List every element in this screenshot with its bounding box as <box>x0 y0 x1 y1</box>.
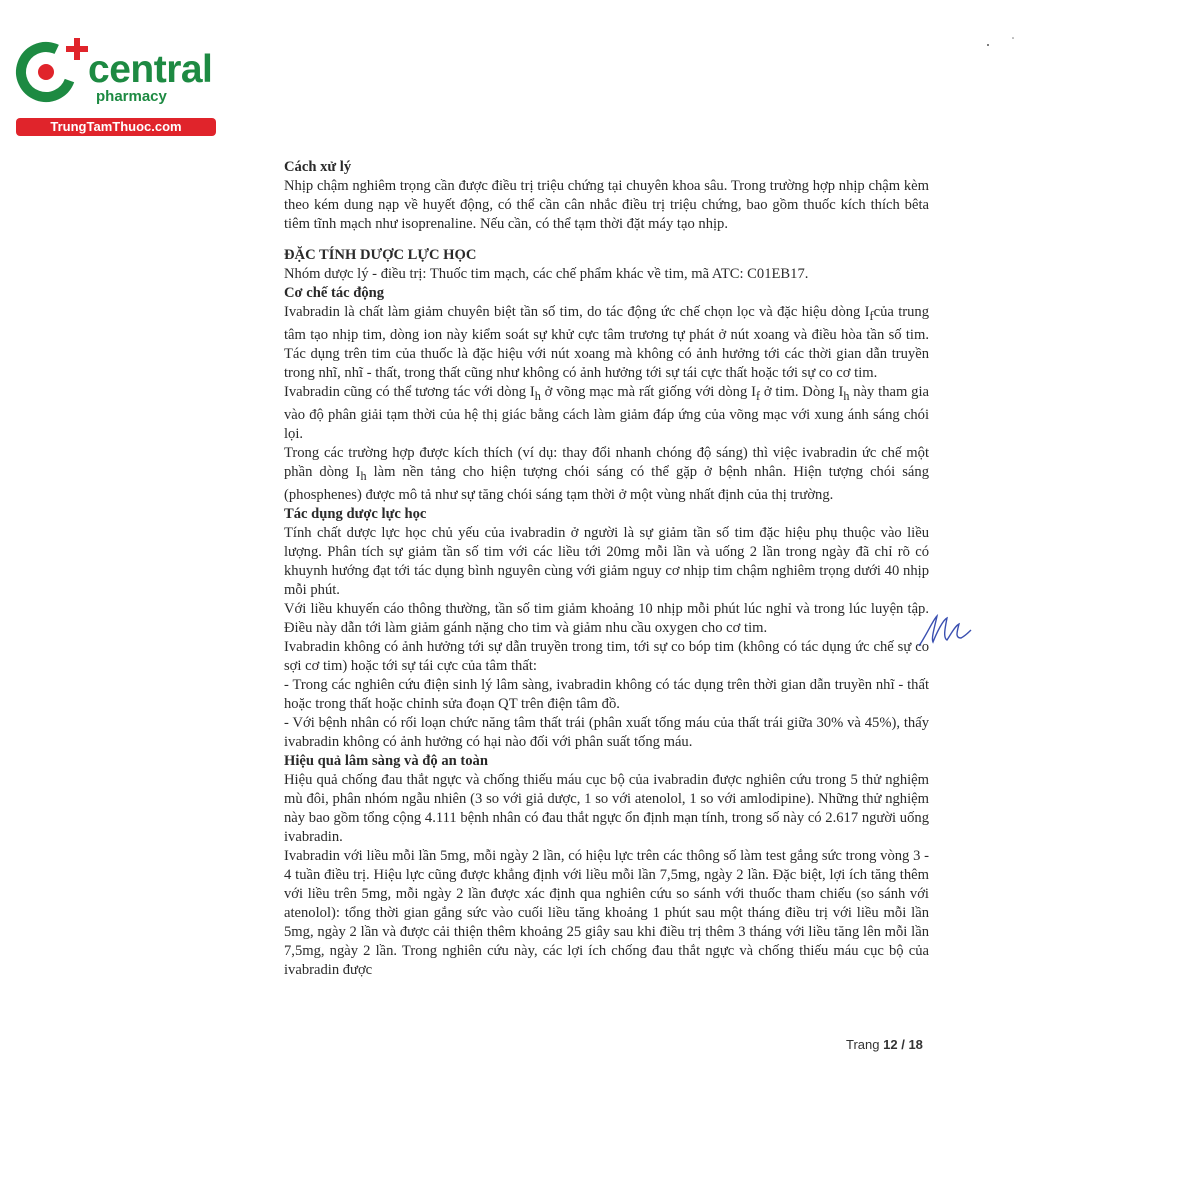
subscript: h <box>360 468 367 483</box>
page-current: 12 <box>883 1037 898 1052</box>
text-run: ở võng mạc mà rất giống với dòng I <box>540 383 756 400</box>
text-run: ở tim. Dòng I <box>760 383 844 400</box>
subscript: f <box>755 388 761 403</box>
subscript: h <box>534 388 541 403</box>
text-run: Ivabradin là chất làm giảm chuyên biệt tần số tim, do tác động ức chế chọn lọc và đặc hiệu dòng I <box>284 304 870 320</box>
signature-mark <box>915 612 975 652</box>
logo-subtitle: pharmacy <box>96 88 167 105</box>
paragraph-nhom-duoc-ly: Nhóm dược lý - điều trị: Thuốc tim mạch, các chế phẩm khác về tim, mã ATC: C01EB17. <box>284 266 809 282</box>
page-label: Trang <box>846 1037 880 1052</box>
paragraph-co-che-2 <box>284 383 929 444</box>
text-run: của trung tâm tạo nhịp tim, dòng ion này kiểm soát sự khử cực tâm trương tự phát ở nút xoang và điều hòa tần số tim. Tác dụng trên tim của thuốc là đặc hiệu với nút xoang mà không có ảnh hưởng tới các thời gian dẫn truyền trong nhĩ, nhĩ - thất, trong thất cũng như không có ảnh hưởng tới sự tái cực thất hoặc tới sự co cơ tim. <box>284 304 929 381</box>
page-separator: / <box>901 1037 905 1052</box>
paragraph-hieu-qua-2: Ivabradin với liều mỗi lần 5mg, mỗi ngày 2 lần, có hiệu lực trên các thông số làm test gắng sức trong vòng 3 - 4 tuần điều trị. Hiệu lực cũng được khẳng định với liều mỗi lần 7,5mg, ngày 2 lần. Đặc biệt, lợi ích tăng thêm với liều trên 5mg, mỗi ngày 2 lần được xác định qua nghiên cứu so sánh với thuốc tham chiếu (so sánh với atenolol): tổng thời gian gắng sức vào cuối liều tăng khoảng 1 phút sau một tháng điều trị với liều mỗi lần 5mg, ngày 2 lần và được cải thiện thêm khoảng 25 giây sau khi điều trị thêm 3 tháng với liều tăng lên mỗi lần 7,5mg, ngày 2 lần. Trong nghiên cứu này, các lợi ích chống đau thắt ngực và chống thiếu máu cục bộ của ivabradin được <box>284 847 929 978</box>
paragraph-xu-ly: Nhịp chậm nghiêm trọng cần được điều trị triệu chứng tại chuyên khoa sâu. Trong trường hợp nhịp chậm kèm theo kém dung nạp về huyết động, có thể cần cân nhắc điều trị triệu chứng, bao gồm thuốc kích thích bêta tiêm tĩnh mạch như isoprenaline. Nếu cần, có thể tạm thời đặt máy tạo nhịp. <box>284 178 929 232</box>
paragraph-hieu-qua-1: Hiệu quả chống đau thắt ngực và chống thiếu máu cục bộ của ivabradin được nghiên cứu trong 5 thử nghiệm mù đôi, phân nhóm ngẫu nhiên (3 so với giả dược, 1 so với atenolol, 1 so với amlodipine). Những thử nghiệm này bao gồm tổng cộng 4.111 bệnh nhân có đau thắt ngực ổn định mạn tính, trong số này có 2.617 người uống ivabradin. <box>284 771 929 845</box>
page-total: 18 <box>908 1037 923 1052</box>
paragraph-tac-dung-2: Với liều khuyến cáo thông thường, tần số tim giảm khoảng 10 nhịp mỗi phút lúc nghỉ và trong lúc luyện tập. Điều này dẫn tới làm giảm gánh nặng cho tim và giảm nhu cầu oxygen cho cơ tim. <box>284 600 929 636</box>
pharmacy-logo-icon <box>10 36 90 116</box>
heading-tac-dung: Tác dụng dược lực học <box>284 505 427 522</box>
logo-website: TrungTamThuoc.com <box>16 118 216 136</box>
document-body <box>284 158 929 980</box>
text-run: Ivabradin cũng có thể tương tác với dòng I <box>284 383 535 400</box>
paragraph-co-che-1 <box>284 303 929 383</box>
text-run: làm nền tảng cho hiện tượng chói sáng có thể gặp ở bệnh nhân. Hiện tượng chói sáng (phosphenes) được mô tả như sự tăng chói sáng tạm thời ở một vùng nhất định của thị trường. <box>284 463 929 503</box>
text-run: Trong các trường hợp được kích thích (ví dụ: thay đổi nhanh chóng độ sáng) thì việc ivabradin ức chế một phần dòng I <box>284 444 929 480</box>
paragraph-co-che-3 <box>284 444 929 505</box>
heading-co-che: Cơ chế tác động <box>284 285 385 301</box>
heading-hieu-qua: Hiệu quả lâm sàng và độ an toàn <box>284 752 488 769</box>
text-run: này tham gia vào độ phân giải tạm thời của hệ thị giác bằng cách làm giảm đáp ứng của võng mạc với xung ánh sáng chói lọi. <box>284 383 929 442</box>
logo-name: central <box>88 48 213 91</box>
paragraph-tac-dung-3: Ivabradin không có ảnh hưởng tới sự dẫn truyền trong tim, tới sự co bóp tim (không có tác dụng ức chế sự co sợi cơ tim) hoặc tới sự tái cực của tâm thất: <box>284 638 929 674</box>
subscript: f <box>869 308 874 323</box>
heading-xu-ly: Cách xử lý <box>284 159 352 175</box>
paragraph-tac-dung-4: - Trong các nghiên cứu điện sinh lý lâm sàng, ivabradin không có tác dụng trên thời gian dẫn truyền nhĩ - thất hoặc trong thất hoặc chỉnh sửa đoạn QT trên điện tâm đồ. <box>284 676 929 712</box>
paragraph-tac-dung-1: Tính chất dược lực học chủ yếu của ivabradin ở người là sự giảm tần số tim đặc hiệu phụ thuộc vào liều lượng. Phân tích sự giảm tần số tim với các liều tới 20mg mỗi lần và uống 2 lần trong ngày đã chỉ rõ có khuynh hướng đạt tới tác dụng bình nguyên cùng với giảm nguy cơ nhịp tim chậm nghiêm trọng dưới 40 nhịp mỗi phút. <box>284 524 929 598</box>
subscript: h <box>843 388 850 403</box>
section-heading: ĐẶC TÍNH DƯỢC LỰC HỌC <box>284 247 477 263</box>
scan-specks <box>980 10 1020 50</box>
paragraph-tac-dung-5: - Với bệnh nhân có rối loạn chức năng tâm thất trái (phân xuất tống máu của thất trái giữa 30% và 45%), thấy ivabradin không có ảnh hưởng có hại nào đối với phân suất tống máu. <box>284 714 929 750</box>
page-number <box>846 1037 923 1052</box>
brand-logo <box>10 36 215 136</box>
